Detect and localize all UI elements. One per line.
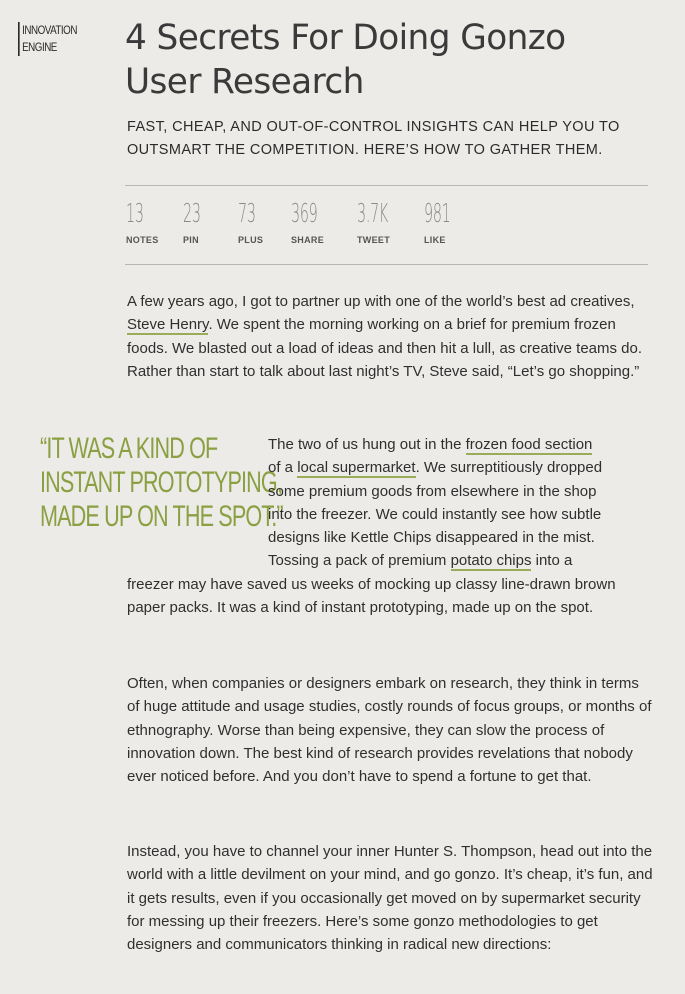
tweet-label: TWEET	[357, 235, 390, 245]
body-paragraph-2-wrapped	[268, 433, 658, 573]
article-deck	[127, 116, 657, 162]
social-share-bar	[126, 198, 474, 245]
share-like-button[interactable]	[424, 198, 474, 245]
p2-line2-text-b: . We surreptitiously dropped	[415, 459, 603, 477]
body-paragraph-1	[127, 290, 655, 383]
body-paragraph-2-continued: freezer may have saved us weeks of mocking up classy line-drawn brown paper packs. It was a kind of instant prototyping, made up on the spot.	[127, 576, 616, 617]
share-plus-button[interactable]	[238, 198, 291, 245]
pull-quote-line-1: “IT WAS A KIND OF	[40, 432, 218, 465]
plus-count: 73	[238, 199, 256, 229]
link-local-supermarket[interactable]: local supermarket	[297, 459, 416, 477]
share-pin-button[interactable]	[183, 198, 238, 245]
p2-line6-text-b: into a	[531, 552, 573, 570]
share-notes-button[interactable]	[126, 198, 183, 245]
share-count: 369	[291, 199, 318, 229]
section-tag-line-2: ENGINE	[22, 40, 57, 54]
article-title	[125, 16, 654, 104]
share-share-button[interactable]	[291, 198, 357, 245]
p2-line-1	[268, 433, 658, 456]
share-label: SHARE	[291, 235, 325, 245]
article-title-line-1: 4 Secrets For Doing Gonzo	[125, 18, 566, 58]
pin-label: PIN	[183, 235, 199, 245]
p2-line-4: into the freezer. We could instantly see how subtle	[268, 505, 602, 523]
p2-line-5: designs like Kettle Chips disappeared in the mist.	[268, 529, 595, 547]
article-title-line-2: User Research	[125, 62, 364, 102]
p2-line-6	[268, 549, 658, 572]
section-tag-line-1: INNOVATION	[22, 23, 77, 37]
p1-text-b: . We spent the morning working on a brief for premium frozen foods. We blasted out a load of ideas and then hit a lull, as creative teams do. Rather than start to talk about last night’s TV, Steve said, “Let’s go shopping.”	[127, 316, 643, 380]
body-paragraph-4: Instead, you have to channel your inner Hunter S. Thompson, head out into the world with a little devilment on your mind, and go gonzo. It’s cheap, it’s fun, and it gets results, even if you occasionally get moved on by supermarket security for messing up their freezers. Here’s some gonzo methodologies to get designers and communicators thinking in radical new directions:	[127, 843, 653, 954]
notes-count: 13	[126, 199, 144, 229]
body-paragraph-3: Often, when companies or designers embark on research, they think in terms of huge attitude and usage studies, costly rounds of focus groups, or months of ethnography. Worse than being expensive, they can slow the process of innovation down. The best kind of research provides revelations that nobody ever noticed before. And you don’t have to spend a fortune to get that.	[127, 675, 652, 786]
divider-bottom	[125, 264, 648, 265]
p2-line-3: some premium goods from elsewhere in the shop	[268, 482, 597, 500]
like-label: LIKE	[424, 235, 446, 245]
plus-label: PLUS	[238, 235, 264, 245]
share-tweet-button[interactable]	[357, 198, 424, 245]
link-frozen-food-section[interactable]: frozen food section	[465, 436, 593, 453]
link-potato-chips[interactable]: potato chips	[450, 552, 532, 570]
p2-line1-text: The two of us hung out in the	[268, 436, 466, 453]
divider-top	[125, 185, 648, 186]
pin-count: 23	[183, 199, 201, 229]
pull-quote-line-3: MADE UP ON THE SPOT.”	[40, 500, 283, 533]
tweet-count: 3.7K	[357, 199, 389, 229]
article-deck-line-2: OUTSMART THE COMPETITION. HERE’S HOW TO GATHER THEM.	[127, 142, 603, 158]
p1-text-a: A few years ago, I got to partner up with one of the world’s best ad creatives,	[127, 293, 635, 310]
notes-label: NOTES	[126, 235, 159, 245]
p2-line6-text-a: Tossing a pack of premium	[268, 552, 451, 570]
p2-line-2	[268, 456, 658, 479]
section-tag[interactable]	[18, 22, 77, 56]
p2-line2-text-a: of a	[268, 459, 298, 477]
link-steve-henry[interactable]: Steve Henry	[127, 316, 209, 334]
like-count: 981	[424, 199, 451, 229]
article-deck-line-1: FAST, CHEAP, AND OUT-OF-CONTROL INSIGHTS CAN HELP YOU TO	[127, 119, 620, 135]
pull-quote-line-2: INSTANT PROTOTYPING,	[40, 466, 282, 499]
